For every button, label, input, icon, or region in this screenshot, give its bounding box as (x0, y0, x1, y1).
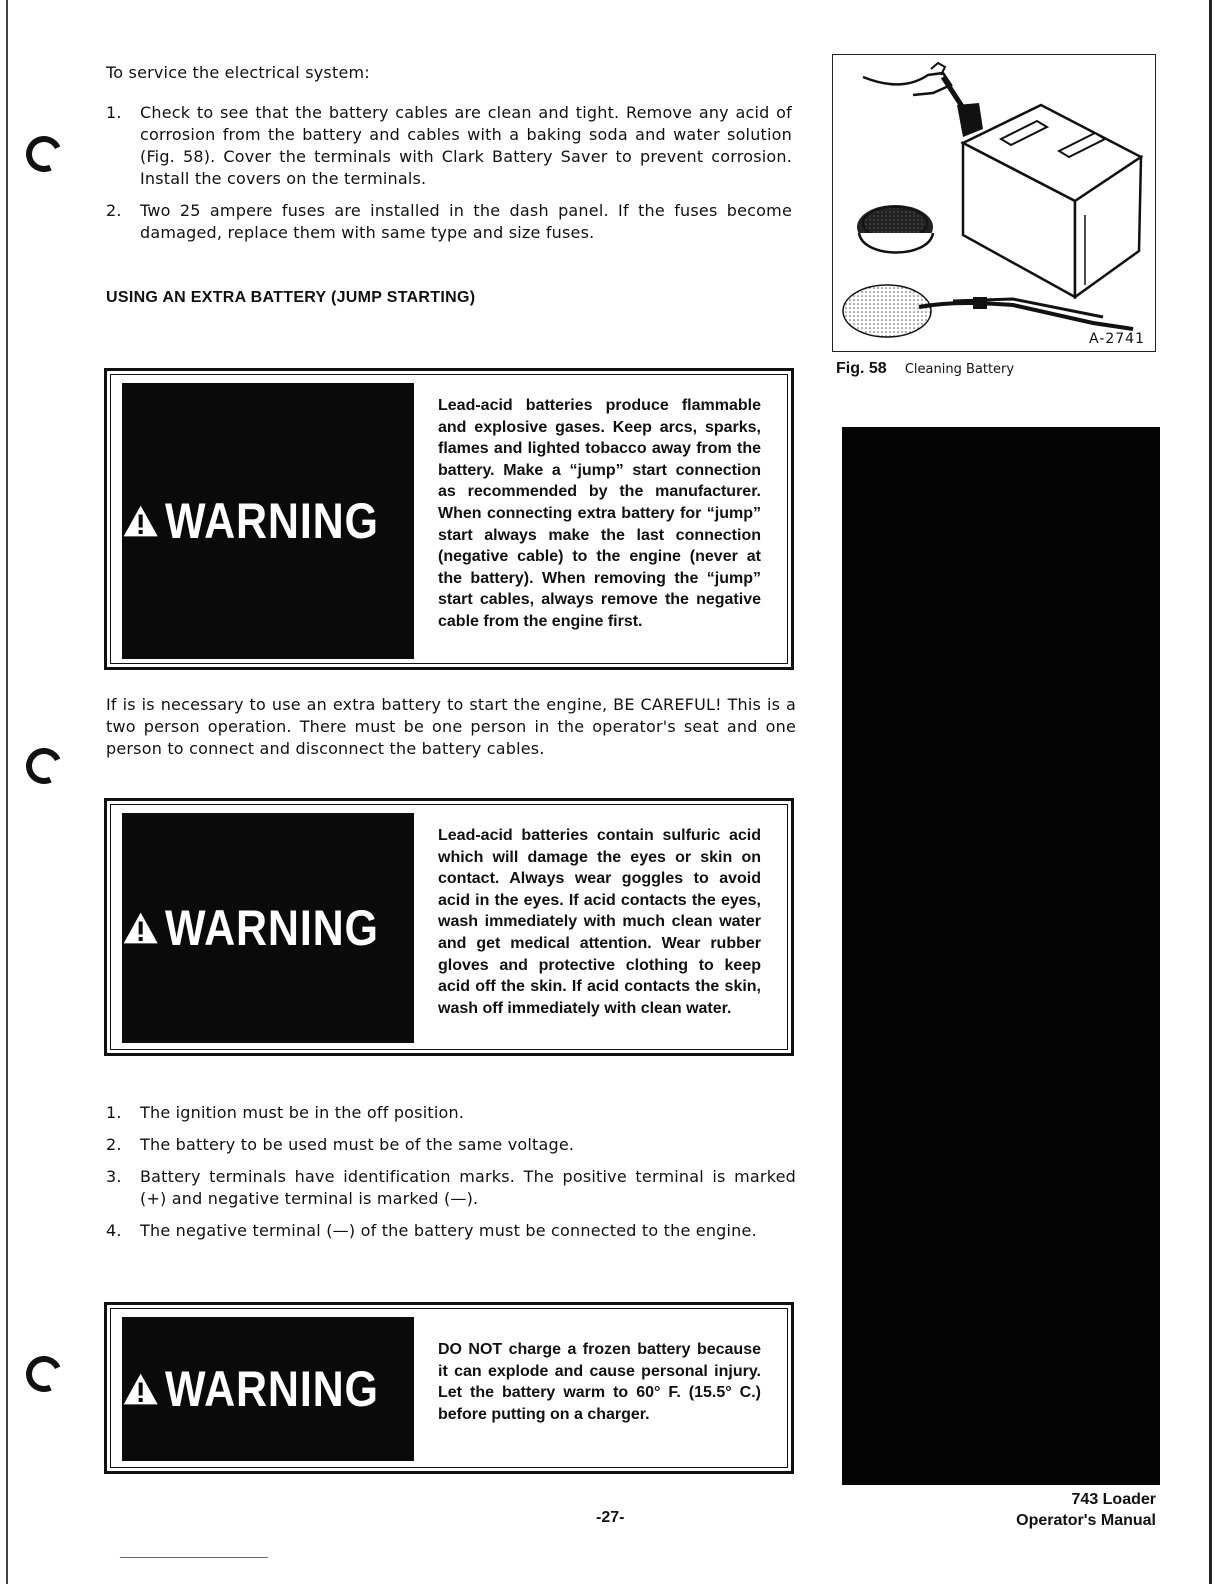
intro-text: To service the electrical system: (106, 63, 370, 82)
manual-title-line1: 743 Loader (1071, 1491, 1156, 1508)
figure-number: Fig. 58 (836, 360, 887, 377)
list-item-text: The battery to be used must be of the same voltage. (140, 1135, 575, 1154)
service-steps-list (106, 102, 792, 254)
warning-text: Lead-acid batteries produce flammable and explosive gases. Keep arcs, sparks, flames and lighted tobacco away from the battery. Make a “jump” start connection as recommended by the manufacturer. When connecting extra battery for “jump” start always make the last connection (negative cable) to the engine (never at the battery). When removing the “jump” start cables, always remove the negative cable from the engine first. (438, 397, 761, 630)
manual-title (1016, 1489, 1156, 1531)
page-edge-left (6, 0, 8, 1584)
list-item-number: 1. (106, 1103, 122, 1122)
figure-caption-text: Cleaning Battery (904, 362, 1015, 377)
binder-hole-bottom (21, 1351, 67, 1397)
list-item (106, 1102, 796, 1124)
list-item-number: 1. (106, 103, 122, 122)
figure-id: A-2741 (1089, 331, 1145, 347)
list-item-number: 2. (106, 201, 122, 220)
binder-hole-middle (21, 743, 67, 789)
warning-label: WARNING (165, 1361, 380, 1417)
figure-cleaning-battery (832, 54, 1156, 352)
list-item (106, 102, 792, 190)
warning-triangle-icon (122, 500, 159, 542)
warning-triangle-icon (122, 1368, 159, 1410)
list-item-number: 3. (106, 1167, 122, 1186)
list-item (106, 200, 792, 244)
section-heading: USING AN EXTRA BATTERY (JUMP STARTING) (106, 289, 476, 306)
warning-label-panel (122, 813, 414, 1043)
warning-label: WARNING (165, 493, 380, 549)
warning-box-gases (104, 368, 794, 670)
list-item-number: 4. (106, 1221, 122, 1240)
manual-title-line2: Operator's Manual (1016, 1512, 1156, 1529)
warning-text: Lead-acid batteries contain sulfuric acid which will damage the eyes or skin on contact. Always wear goggles to avoid acid in the eyes. If acid contacts the eyes, wash immediately with much clean water and get medical attention. Wear rubber gloves and protective clothing to keep acid off the skin. If acid contacts the skin, wash off immediately with clean water. (438, 827, 761, 1017)
list-item-text: The negative terminal (—) of the battery must be connected to the engine. (140, 1221, 757, 1240)
warning-box-acid (104, 798, 794, 1056)
list-item (106, 1220, 796, 1242)
jump-steps-list (106, 1102, 796, 1252)
list-item-text: Battery terminals have identification marks. The positive terminal is marked (+) and negative terminal is marked (—). (140, 1167, 796, 1208)
warning-text: DO NOT charge a frozen battery because it can explode and cause personal injury. Let the battery warm to 60° F. (15.5° C.) before putting on a charger. (438, 1341, 761, 1423)
warning-label-panel (122, 1317, 414, 1461)
list-item-text: The ignition must be in the off position. (140, 1103, 465, 1122)
black-image-area (842, 427, 1160, 1485)
warning-box-frozen (104, 1302, 794, 1474)
page-number: -27- (596, 1509, 625, 1526)
list-item-text: Check to see that the battery cables are clean and tight. Remove any acid of corrosion from the battery and cables with a baking soda and water solution (Fig. 58). Cover the terminals with Clark Battery Saver to prevent corrosion. Install the covers on the terminals. (140, 103, 792, 188)
figure-caption (836, 360, 1014, 378)
page-edge-right (1209, 0, 1212, 1584)
list-item (106, 1166, 796, 1210)
list-item (106, 1134, 796, 1156)
warning-label: WARNING (165, 900, 380, 956)
warning-label-panel (122, 383, 414, 659)
page-edge-bottom (120, 1557, 268, 1558)
warning-triangle-icon (122, 907, 159, 949)
battery-illustration-icon (833, 55, 1153, 349)
list-item-text: Two 25 ampere fuses are installed in the dash panel. If the fuses become damaged, replace them with same type and size fuses. (140, 201, 792, 242)
jump-start-paragraph: If is is necessary to use an extra battery to start the engine, BE CAREFUL! This is a two person operation. There must be one person in the operator's seat and one person to connect and disconnect the battery cables. (106, 695, 796, 758)
binder-hole-top (21, 131, 67, 177)
list-item-number: 2. (106, 1135, 122, 1154)
